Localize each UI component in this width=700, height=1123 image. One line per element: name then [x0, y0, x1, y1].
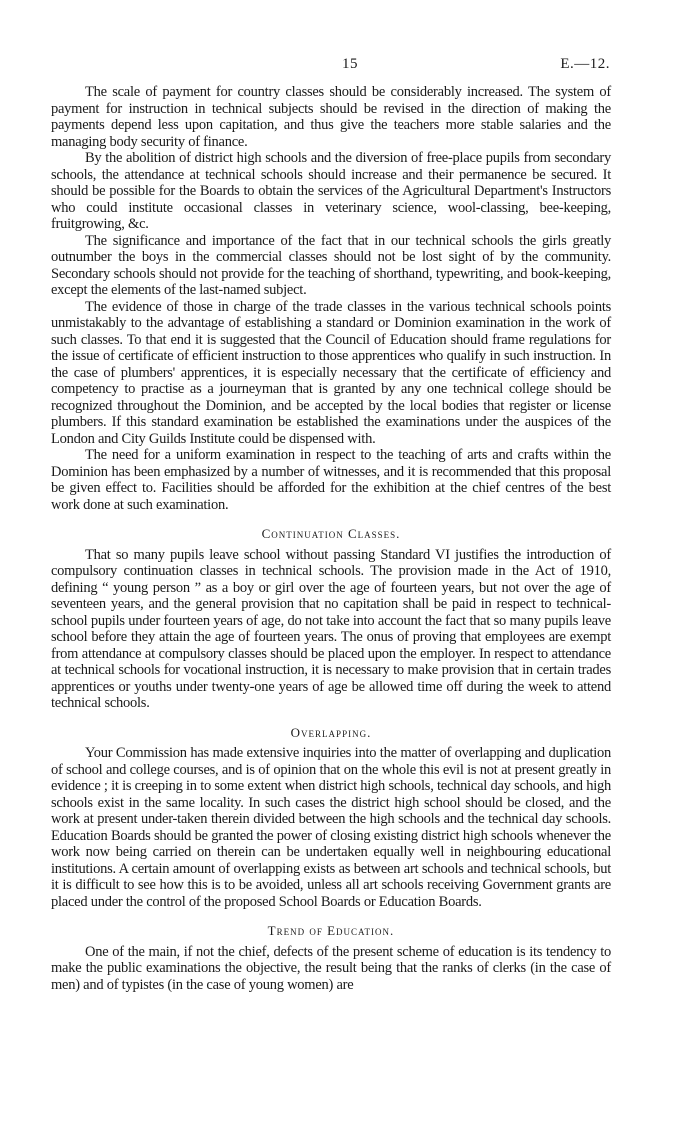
paragraph: The significance and importance of the fact that in our technical schools the girls greatly outnumber the boys in the commercial classes should not be lost sight of by the community. Secondary schools should not provide for the teaching of shorthand, typewriting, and book-keeping, except the elements of the last-named subject. — [51, 232, 611, 298]
paragraph: The evidence of those in charge of the trade classes in the various technical schools points unmistakably to the advantage of establishing a standard or Dominion examination in the work of such classes. To that end it is suggested that the Council of Education should frame regulations for the issue of certificate of efficient instruction to those apprentices who qualify in such instruction. In the case of plumbers' apprentices, it is especially necessary that the certificate of efficiency and competency to practise as a journeyman that is granted by any one technical college should be recognized throughout the Dominion, and be accepted by the local bodies that register or license plumbers. If this standard examination be established the examinations under the auspices of the London and City Guilds Institute could be dispensed with. — [51, 298, 611, 447]
section-heading-trend-of-education: Trend of Education. — [267, 923, 395, 938]
paragraph: One of the main, if not the chief, defects of the present scheme of education is its tendency to make the public examinations the objective, the result being that the ranks of clerks (in the case of men) and of typistes (in the case of young women) are — [51, 943, 611, 993]
paragraph: That so many pupils leave school without passing Standard VI justifies the introduction of compulsory continuation classes in technical schools. The provision made in the Act of 1910, defining “ young person ” as a boy or girl over the age of fourteen years, but not over the age of seventeen years, and the general provision that no capitation shall be paid in respect to technical-school pupils under fourteen years of age, do not take into account the fact that so many pupils leave school before they attain the age of fourteen years. The onus of proving that employees are exempt from attendance at compulsory classes should be placed upon the employer. In respect to attendance at technical schools for vocational instruction, it is necessary to make provision that in certain trades apprentices or youths under twenty-one years of age be allowed time off during the week to attend technical schools. — [51, 546, 611, 711]
paragraph: Your Commission has made extensive inquiries into the matter of overlapping and duplication of school and college courses, and is of opinion that on the whole this evil is not at present greatly in evidence ; it is creeping in to some extent when district high schools, technical day schools, and high schools exist in the same locality. In such cases the district high school should be closed, and the work at present under-taken therein divided between the high schools and the technical day schools. Education Boards should be granted the power of closing existing district high schools whenever the work now being carried on therein can be undertaken equally well in neighbouring educational institutions. A certain amount of overlapping exists as between art schools and technical schools, but it is difficult to see how this is to be avoided, unless all art schools receiving Government grants are placed under the control of the proposed School Boards or Education Boards. — [51, 745, 611, 910]
body-text — [51, 84, 611, 993]
paragraph: By the abolition of district high schools and the diversion of free-place pupils from secondary schools, the attendance at technical schools should increase and their permanence be secured. It should be possible for the Boards to obtain the services of the Agricultural Department's Instructors who could institute occasional classes in veterinary science, wool-classing, bee-keeping, fruitgrowing, &c. — [51, 150, 611, 232]
paragraph: The scale of payment for country classes should be considerably increased. The system of payment for instruction in technical subjects should be revised in the direction of making the payments depend less upon capitation, and thus give the teachers more stable salaries and the managing body security of finance. — [51, 84, 611, 150]
section-heading-continuation-classes: Continuation Classes. — [261, 526, 401, 541]
page-number: 15 — [342, 56, 358, 72]
paragraph: The need for a uniform examination in respect to the teaching of arts and crafts within the Dominion has been emphasized by a number of witnesses, and it is recommended that this proposal be given effect to. Facilities should be afforded for the exhibition at the chief centres of the best work done at such examination. — [51, 447, 611, 513]
section-heading-overlapping: Overlapping. — [290, 724, 372, 740]
document-reference: E.—12. — [560, 56, 610, 72]
